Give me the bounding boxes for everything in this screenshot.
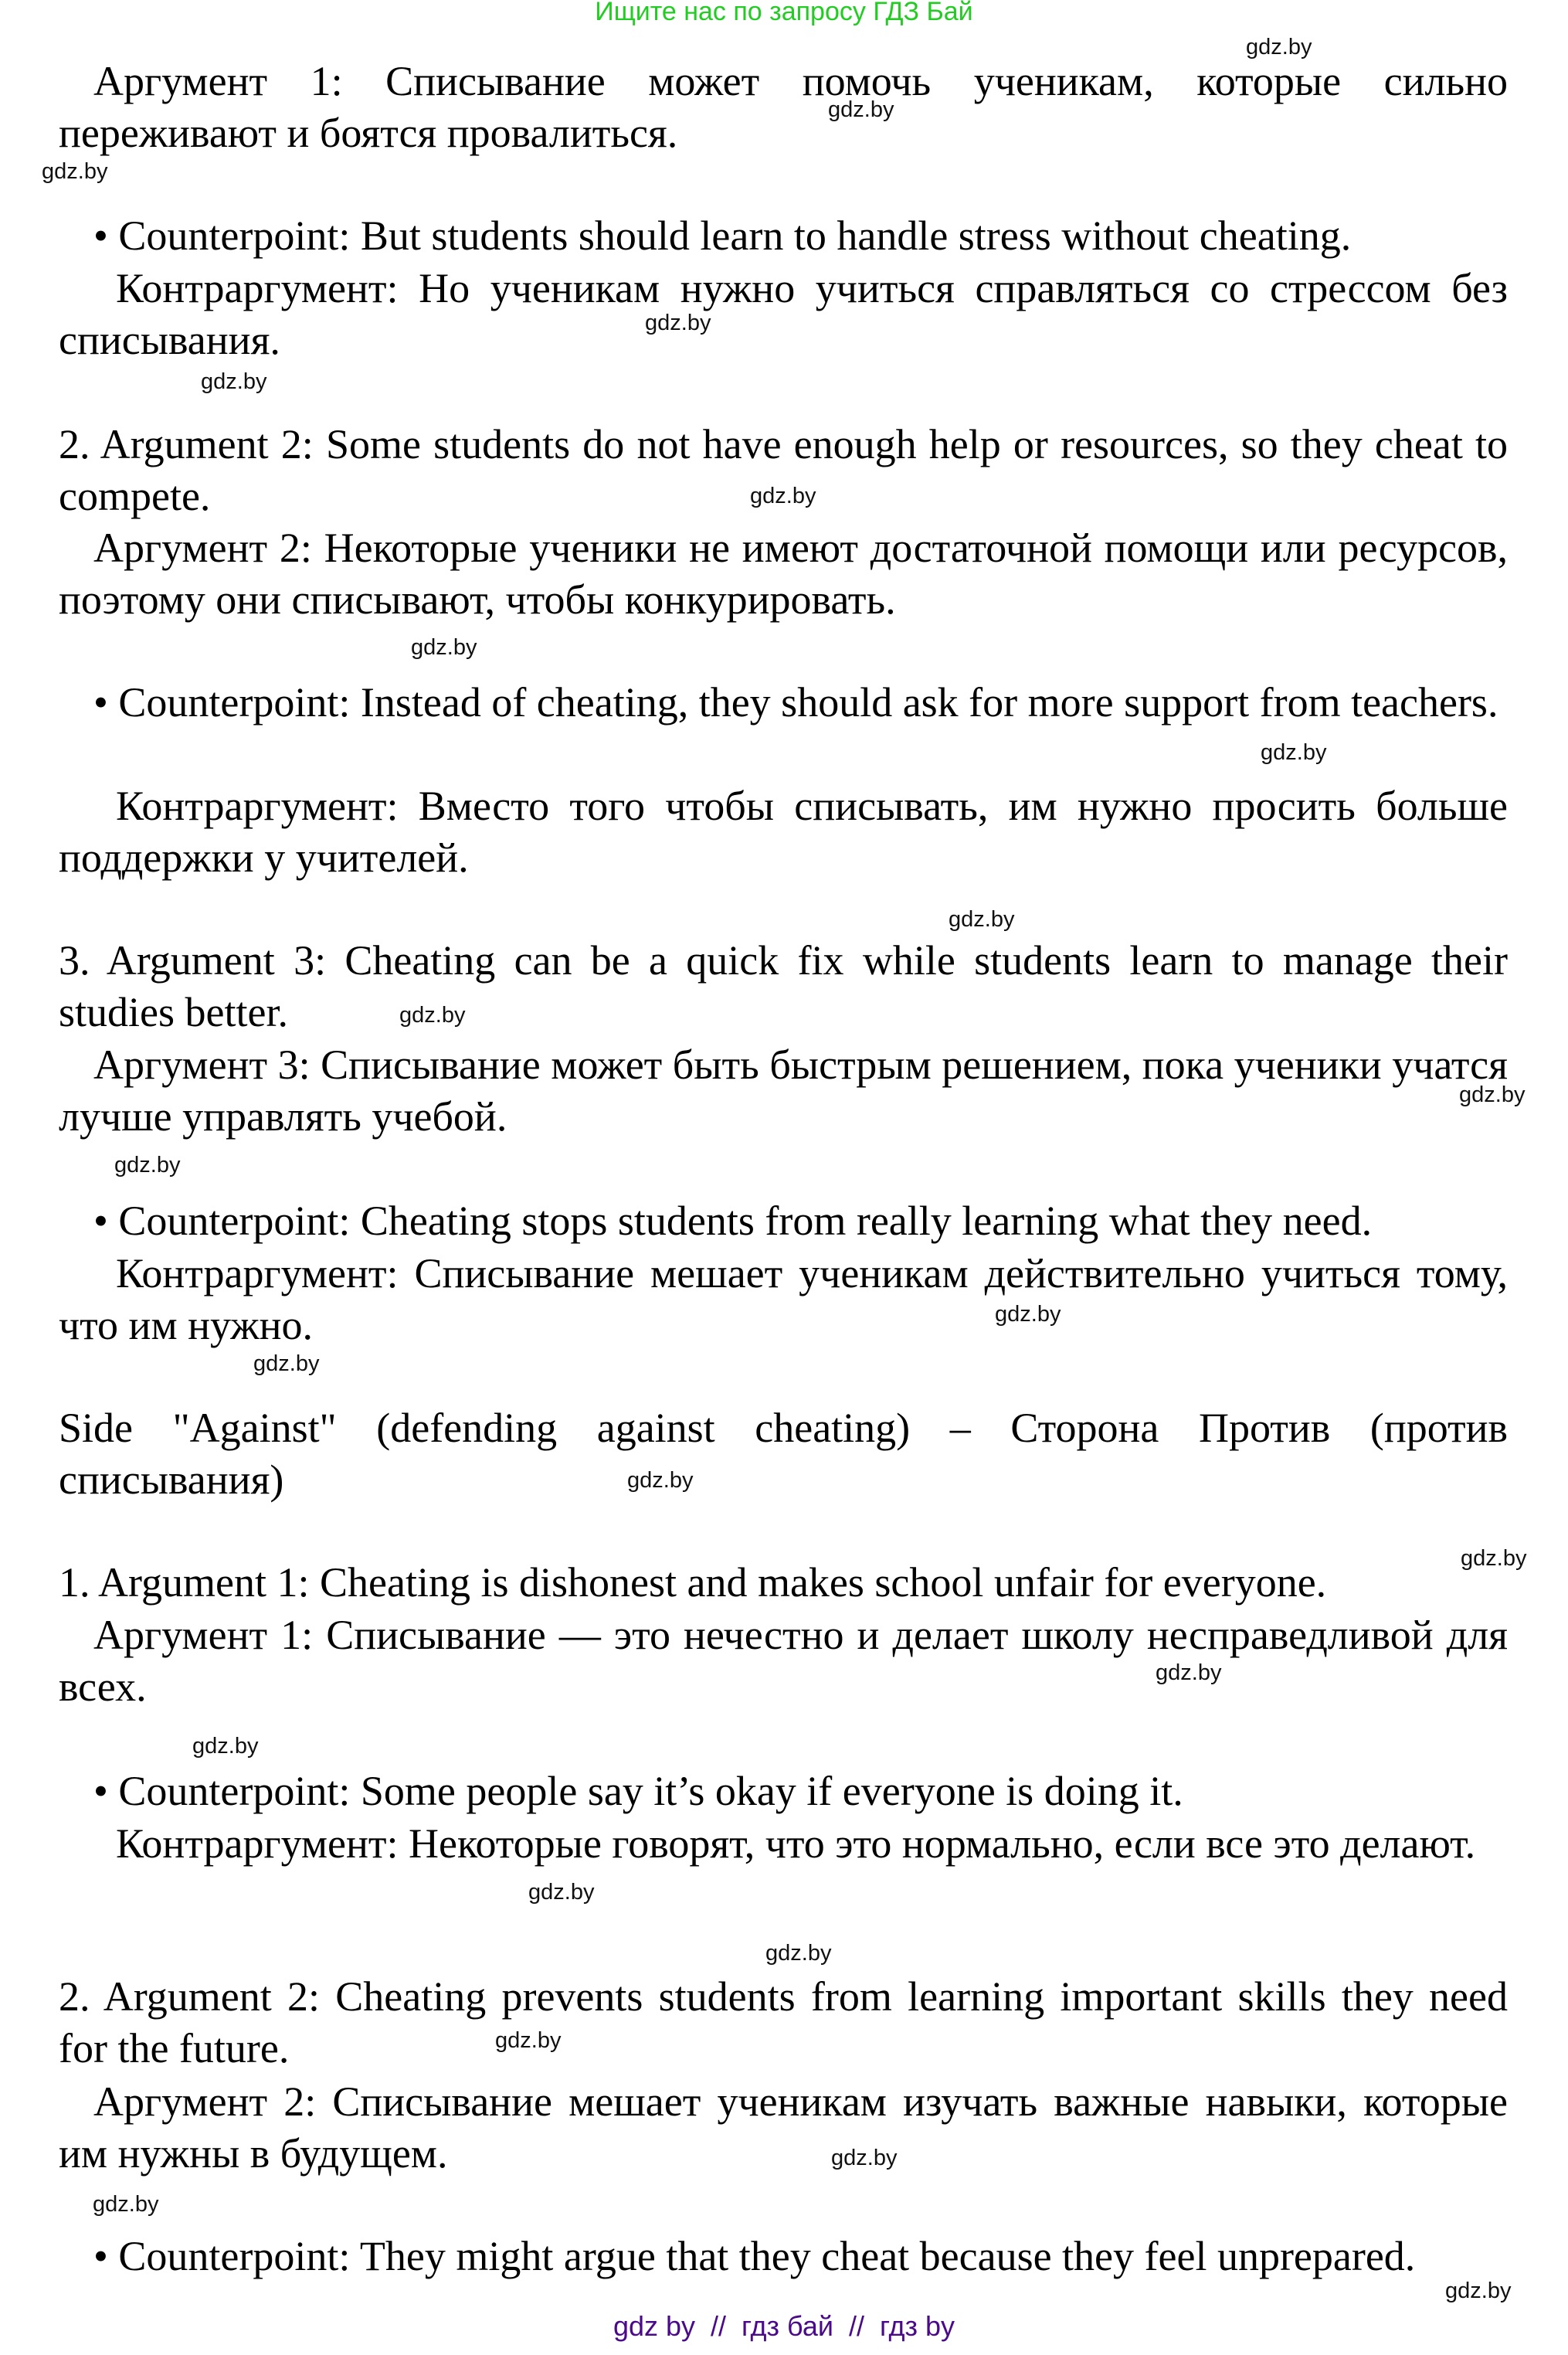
watermark: gdz.by bbox=[528, 1880, 595, 1905]
watermark: gdz.by bbox=[1261, 740, 1327, 765]
paragraph-argument: 2. Argument 2: Cheating prevents students from learning important skills they need for the future. bbox=[59, 1973, 1508, 2071]
paragraph-argument: 2. Argument 2: Some students do not have enough help or resources, so they cheat to compete. bbox=[59, 421, 1508, 519]
watermark: gdz.by bbox=[1246, 35, 1312, 59]
watermark: gdz.by bbox=[627, 1468, 694, 1493]
watermark: gdz.by bbox=[93, 2192, 159, 2217]
watermark: gdz.by bbox=[399, 1003, 466, 1028]
paragraph-argument: Аргумент 1: Списывание может помочь ученикам, которые сильно переживают и боятся провалиться. bbox=[59, 58, 1508, 156]
paragraph-argument: 1. Argument 1: Cheating is dishonest and makes school unfair for everyone. bbox=[59, 1559, 1327, 1606]
watermark: gdz.by bbox=[765, 1941, 832, 1966]
watermark: gdz.by bbox=[828, 97, 894, 122]
paragraph-argument: Аргумент 1: Списывание — это нечестно и делает школу несправедливой для всех. bbox=[59, 1612, 1508, 1710]
paragraph-argument: Аргумент 3: Списывание может быть быстрым решением, пока ученики учатся лучше управлять учебой. bbox=[59, 1042, 1508, 1140]
watermark: gdz.by bbox=[949, 907, 1015, 932]
paragraph-counterpoint: • Counterpoint: But students should learn to handle stress without cheating. bbox=[93, 212, 1352, 259]
paragraph-counterargument: Контраргумент: Некоторые говорят, что это нормально, если все это делают. bbox=[116, 1820, 1476, 1867]
paragraph-argument: Аргумент 2: Некоторые ученики не имеют достаточной помощи или ресурсов, поэтому они списывают, чтобы конкурировать. bbox=[59, 525, 1508, 623]
section-heading: Side "Against" (defending against cheating) – Сторона Против (против списывания) bbox=[59, 1405, 1508, 1503]
watermark: gdz.by bbox=[645, 311, 711, 335]
paragraph-argument: 3. Argument 3: Cheating can be a quick fix while students learn to manage their studies better. bbox=[59, 937, 1508, 1035]
watermark: gdz.by bbox=[831, 2146, 898, 2170]
watermark: gdz.by bbox=[1445, 2279, 1512, 2303]
watermark: gdz.by bbox=[1461, 1546, 1527, 1571]
search-hint-banner: Ищите нас по запросу ГДЗ Бай bbox=[595, 0, 973, 26]
paragraph-counterpoint: • Counterpoint: Cheating stops students from really learning what they need. bbox=[93, 1198, 1373, 1244]
paragraph-counterpoint: • Counterpoint: Instead of cheating, they should ask for more support from teachers. bbox=[93, 679, 1498, 726]
paragraph-counterargument: Контраргумент: Списывание мешает ученикам действительно учиться тому, что им нужно. bbox=[59, 1250, 1508, 1348]
paragraph-counterpoint: • Counterpoint: Some people say it’s okay if everyone is doing it. bbox=[93, 1768, 1183, 1814]
watermark: gdz.by bbox=[995, 1302, 1061, 1327]
paragraph-argument: Аргумент 2: Списывание мешает ученикам изучать важные навыки, которые им нужны в будущем. bbox=[59, 2078, 1508, 2177]
watermark: gdz.by bbox=[42, 159, 108, 184]
footer-links: gdz by // гдз бай // гдз by bbox=[613, 2310, 955, 2342]
paragraph-counterargument: Контраргумент: Вместо того чтобы списывать, им нужно просить больше поддержки у учителей. bbox=[59, 783, 1508, 881]
watermark: gdz.by bbox=[1156, 1660, 1222, 1685]
watermark: gdz.by bbox=[253, 1351, 320, 1376]
paragraph-counterargument: Контраргумент: Но ученикам нужно учиться справляться со стрессом без списывания. bbox=[59, 265, 1508, 363]
watermark: gdz.by bbox=[411, 635, 477, 660]
watermark: gdz.by bbox=[495, 2028, 562, 2053]
paragraph-counterpoint: • Counterpoint: They might argue that they cheat because they feel unprepared. bbox=[93, 2233, 1416, 2279]
watermark: gdz.by bbox=[201, 369, 267, 394]
watermark: gdz.by bbox=[1459, 1082, 1526, 1107]
watermark: gdz.by bbox=[114, 1153, 181, 1178]
watermark: gdz.by bbox=[750, 484, 816, 508]
watermark: gdz.by bbox=[192, 1734, 259, 1759]
